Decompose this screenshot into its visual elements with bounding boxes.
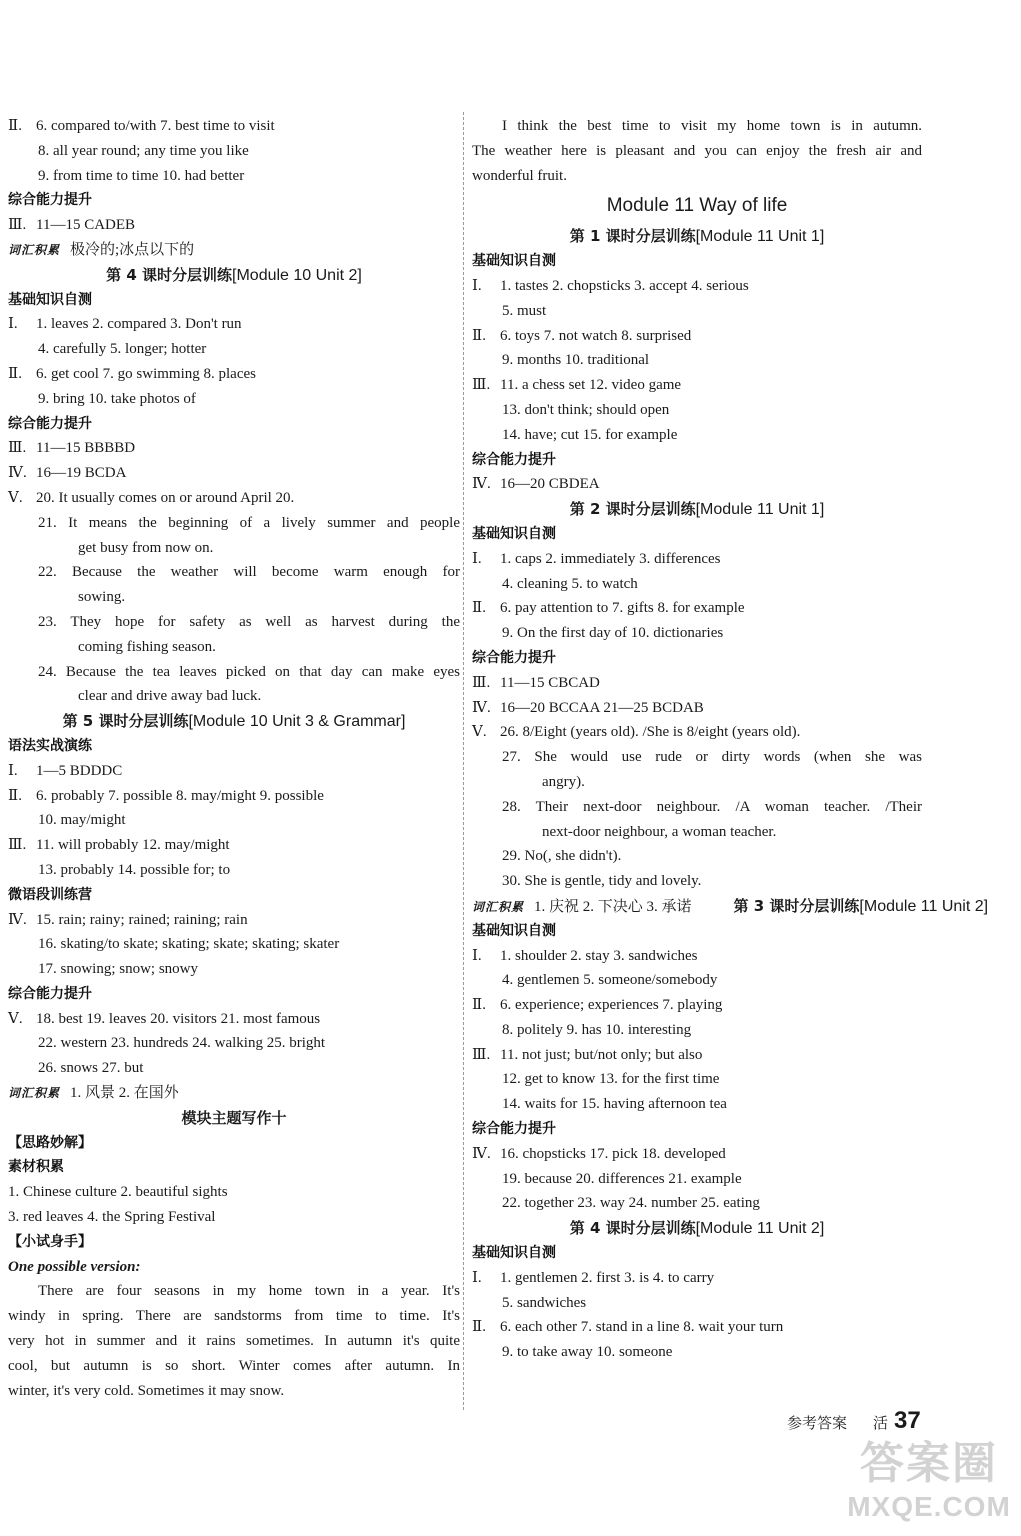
answer-row bbox=[8, 908, 460, 933]
answer-row bbox=[472, 1266, 922, 1291]
answer-row bbox=[472, 324, 922, 349]
answer-text: 26. 8/Eight (years old). /She is 8/eight (years old). bbox=[500, 724, 801, 741]
essay-heading: One possible version: bbox=[8, 1258, 141, 1275]
lesson-title-zh: 第 4 课时分层训练 bbox=[106, 265, 233, 284]
page-number: 37 bbox=[894, 1407, 921, 1434]
vocab-text: 1. 庆祝 2. 下决心 3. 承诺 bbox=[534, 898, 692, 915]
roman-numeral: Ⅱ. bbox=[8, 365, 22, 382]
answer-text: 6. probably 7. possible 8. may/might 9. possible bbox=[36, 787, 324, 804]
answer-row: 5. must bbox=[502, 302, 547, 319]
answer-text: 1. leaves 2. compared 3. Don't run bbox=[36, 316, 242, 333]
answer-row bbox=[472, 1043, 922, 1068]
answer-row bbox=[472, 696, 922, 721]
section-label: 基础知识自测 bbox=[472, 1245, 556, 1262]
answer-text: 1. caps 2. immediately 3. differences bbox=[500, 550, 721, 567]
essay-line: cool, but autumn is so short. Winter comes after autumn. In bbox=[8, 1357, 460, 1374]
lesson-title-unit: [Module 11 Unit 1] bbox=[695, 501, 825, 519]
roman-numeral: Ⅲ. bbox=[8, 440, 27, 457]
answer-row bbox=[472, 472, 922, 497]
page-footer bbox=[787, 1404, 921, 1438]
footer-label: 参考答案 bbox=[787, 1414, 848, 1432]
answer-row bbox=[472, 720, 922, 745]
answer-row bbox=[472, 596, 922, 621]
roman-numeral: Ⅲ. bbox=[472, 674, 491, 691]
answer-row: 13. probably 14. possible for; to bbox=[38, 861, 231, 878]
material-row: 1. Chinese culture 2. beautiful sights bbox=[8, 1184, 228, 1201]
lesson-title bbox=[8, 709, 460, 734]
answer-row bbox=[472, 274, 922, 299]
vocab-tag: 词汇积累 bbox=[8, 1086, 61, 1101]
answer-row bbox=[8, 114, 460, 139]
roman-numeral: Ⅲ. bbox=[472, 377, 491, 394]
vocab-text: 极冷的;冰点以下的 bbox=[70, 241, 195, 258]
answer-text: 6. pay attention to 7. gifts 8. for example bbox=[500, 600, 745, 617]
answer-text: 18. best 19. leaves 20. visitors 21. most famous bbox=[36, 1010, 321, 1027]
lesson-title bbox=[8, 263, 460, 288]
roman-numeral: Ⅳ. bbox=[472, 699, 491, 716]
roman-numeral: Ⅳ. bbox=[8, 911, 27, 928]
answer-row bbox=[8, 759, 460, 784]
answer-text: 11—15 CBCAD bbox=[500, 674, 600, 691]
answer-row: 22. western 23. hundreds 24. walking 25. bright bbox=[38, 1035, 326, 1052]
essay-line: wonderful fruit. bbox=[472, 167, 567, 184]
answer-row: 14. waits for 15. having afternoon tea bbox=[502, 1096, 727, 1113]
section-label: 【思路妙解】 bbox=[8, 1134, 92, 1151]
answer-text: 6. get cool 7. go swimming 8. places bbox=[36, 365, 256, 382]
answer-text: 11—15 BBBBD bbox=[36, 440, 136, 457]
answer-text: 20. It usually comes on or around April 20. bbox=[36, 489, 295, 506]
answer-row bbox=[472, 671, 922, 696]
answer-continuation: sowing. bbox=[78, 589, 126, 606]
answer-row bbox=[472, 547, 922, 572]
answer-text: 11. not just; but/not only; but also bbox=[500, 1046, 703, 1063]
lesson-title-zh: 第 4 课时分层训练 bbox=[569, 1219, 696, 1238]
lesson-title bbox=[472, 497, 922, 522]
section-label: 语法实战演练 bbox=[8, 737, 92, 754]
roman-numeral: Ⅱ. bbox=[472, 327, 486, 344]
vocab-note bbox=[8, 1081, 460, 1106]
answer-row bbox=[8, 362, 460, 387]
answer-row: 21. It means the beginning of a lively summer and people bbox=[38, 514, 460, 531]
roman-numeral: Ⅳ. bbox=[472, 1145, 491, 1162]
roman-numeral: Ⅴ. bbox=[8, 489, 23, 506]
material-row: 3. red leaves 4. the Spring Festival bbox=[8, 1209, 216, 1226]
answer-text: 1. shoulder 2. stay 3. sandwiches bbox=[500, 947, 698, 964]
answer-text: 16—20 BCCAA 21—25 BCDAB bbox=[500, 699, 704, 716]
answer-row: 10. may/might bbox=[38, 812, 126, 829]
section-label: 综合能力提升 bbox=[472, 649, 556, 666]
lesson-title-zh: 第 5 课时分层训练 bbox=[62, 712, 189, 731]
answer-row: 19. because 20. differences 21. example bbox=[502, 1170, 742, 1187]
answer-row bbox=[472, 1315, 922, 1340]
answer-row: 16. skating/to skate; skating; skate; skating; skater bbox=[38, 936, 340, 953]
answer-text: 6. experience; experiences 7. playing bbox=[500, 997, 723, 1014]
section-label: 基础知识自测 bbox=[472, 922, 556, 939]
section-label: 基础知识自测 bbox=[8, 291, 92, 308]
watermark-logo bbox=[840, 1438, 1018, 1534]
lesson-title-unit: [Module 10 Unit 2] bbox=[232, 266, 362, 284]
roman-numeral: Ⅳ. bbox=[472, 476, 491, 493]
answer-row: 27. She would use rude or dirty words (when she was bbox=[502, 749, 922, 766]
section-label: 综合能力提升 bbox=[8, 192, 92, 209]
roman-numeral: Ⅱ. bbox=[472, 1319, 486, 1336]
essay-line: I think the best time to visit my home town is in autumn. bbox=[502, 118, 922, 134]
essay-line: The weather here is pleasant and you can enjoy the fresh air and bbox=[472, 142, 922, 159]
answer-row: 14. have; cut 15. for example bbox=[502, 426, 678, 443]
section-label: 基础知识自测 bbox=[472, 525, 556, 542]
lesson-title-unit: [Module 10 Unit 3 & Grammar] bbox=[188, 713, 406, 731]
lesson-title bbox=[734, 897, 989, 915]
answer-row: 12. get to know 13. for the first time bbox=[502, 1071, 720, 1088]
answer-row bbox=[472, 373, 922, 398]
answer-row bbox=[472, 1142, 922, 1167]
roman-numeral: Ⅰ. bbox=[472, 277, 482, 294]
section-label: 综合能力提升 bbox=[472, 451, 556, 468]
answer-text: 16—19 BCDA bbox=[36, 465, 127, 482]
answer-row: 28. Their next-door neighbour. /A woman teacher. /Their bbox=[502, 798, 922, 815]
answer-row: 23. They hope for safety as well as harvest during the bbox=[38, 613, 460, 630]
lesson-title bbox=[8, 1106, 460, 1131]
answer-row: 13. don't think; should open bbox=[502, 401, 670, 418]
roman-numeral: Ⅱ. bbox=[472, 600, 486, 617]
answer-row: 4. carefully 5. longer; hotter bbox=[38, 341, 207, 358]
vocab-text: 1. 风景 2. 在国外 bbox=[70, 1085, 179, 1102]
roman-numeral: Ⅰ. bbox=[8, 316, 18, 333]
answer-row bbox=[8, 784, 460, 809]
answer-text: 6. toys 7. not watch 8. surprised bbox=[500, 327, 692, 344]
answer-text: 11. will probably 12. may/might bbox=[36, 837, 230, 854]
answer-row: 9. On the first day of 10. dictionaries bbox=[502, 625, 724, 642]
answer-text: 6. each other 7. stand in a line 8. wait your turn bbox=[500, 1319, 784, 1336]
section-label: 综合能力提升 bbox=[472, 1121, 556, 1138]
answer-row bbox=[8, 833, 460, 858]
right-column bbox=[472, 114, 989, 1365]
answer-row: 9. months 10. traditional bbox=[502, 352, 650, 369]
section-label: 【小试身手】 bbox=[8, 1233, 92, 1250]
section-label: 综合能力提升 bbox=[8, 415, 92, 432]
lesson-title-unit: [Module 11 Unit 1] bbox=[695, 228, 825, 246]
lesson-title-zh: 第 3 课时分层训练 bbox=[733, 896, 860, 915]
answer-text: 16. chopsticks 17. pick 18. developed bbox=[500, 1145, 726, 1162]
roman-numeral: Ⅱ. bbox=[8, 118, 22, 134]
answer-continuation: clear and drive away bad luck. bbox=[78, 688, 262, 705]
answer-continuation: coming fishing season. bbox=[78, 638, 216, 655]
roman-numeral: Ⅴ. bbox=[472, 724, 487, 741]
vocab-tag: 词汇积累 bbox=[8, 242, 61, 257]
roman-numeral: Ⅰ. bbox=[472, 550, 482, 567]
answer-text: 1. gentlemen 2. first 3. is 4. to carry bbox=[500, 1269, 715, 1286]
lesson-title-zh: 第 2 课时分层训练 bbox=[569, 500, 696, 519]
vocab-note bbox=[8, 238, 460, 263]
roman-numeral: Ⅱ. bbox=[8, 787, 22, 804]
answer-row: 4. cleaning 5. to watch bbox=[502, 575, 638, 592]
section-label: 微语段训练营 bbox=[8, 886, 92, 903]
answer-row bbox=[8, 461, 460, 486]
roman-numeral: Ⅳ. bbox=[8, 465, 27, 482]
answer-row bbox=[8, 213, 460, 238]
essay-line: very hot in summer and it rains sometimes. In autumn it's quite bbox=[8, 1333, 460, 1350]
answer-row: 8. politely 9. has 10. interesting bbox=[502, 1021, 692, 1038]
vocab-and-title-row bbox=[472, 894, 989, 919]
answer-row: 17. snowing; snow; snowy bbox=[38, 961, 199, 978]
watermark-text: 答案圈 bbox=[860, 1438, 998, 1489]
answer-row bbox=[472, 944, 922, 969]
column-divider bbox=[463, 112, 464, 1410]
answer-row: 4. gentlemen 5. someone/somebody bbox=[502, 972, 718, 989]
module-title: Module 11 Way of life bbox=[606, 195, 788, 217]
answer-text: 6. compared to/with 7. best time to visit bbox=[36, 118, 275, 134]
section-label: 素材积累 bbox=[8, 1159, 64, 1176]
lesson-title bbox=[472, 1216, 922, 1241]
answer-continuation: next-door neighbour, a woman teacher. bbox=[542, 823, 777, 840]
answer-row: 9. to take away 10. someone bbox=[502, 1344, 673, 1361]
lesson-title-zh: 第 1 课时分层训练 bbox=[569, 227, 696, 246]
section-label: 基础知识自测 bbox=[472, 253, 556, 270]
answer-row bbox=[8, 1007, 460, 1032]
answer-row: 29. No(, she didn't). bbox=[502, 848, 622, 865]
roman-numeral: Ⅰ. bbox=[8, 762, 18, 779]
roman-numeral: Ⅴ. bbox=[8, 1010, 23, 1027]
roman-numeral: Ⅲ. bbox=[8, 217, 27, 234]
answer-text: 11. a chess set 12. video game bbox=[500, 377, 682, 394]
answer-row: 8. all year round; any time you like bbox=[38, 142, 249, 159]
essay-line: windy in spring. There are sandstorms from time to time. It's bbox=[8, 1308, 460, 1325]
vocab-tag: 词汇积累 bbox=[472, 899, 525, 914]
essay-line: There are four seasons in my home town in a year. It's bbox=[38, 1283, 460, 1300]
answer-text: 11—15 CADEB bbox=[36, 217, 136, 234]
answer-text: 1. tastes 2. chopsticks 3. accept 4. serious bbox=[500, 277, 749, 294]
answer-row bbox=[8, 312, 460, 337]
lesson-title-unit: [Module 11 Unit 2] bbox=[859, 897, 989, 915]
answer-row: 24. Because the tea leaves picked on that day can make eyes bbox=[38, 663, 460, 680]
answer-row: 30. She is gentle, tidy and lovely. bbox=[502, 873, 702, 890]
roman-numeral: Ⅲ. bbox=[472, 1046, 491, 1063]
section-label: 综合能力提升 bbox=[8, 985, 92, 1002]
answer-text: 15. rain; rainy; rained; raining; rain bbox=[36, 911, 248, 928]
left-column bbox=[8, 114, 460, 1403]
lesson-title-unit: [Module 11 Unit 2] bbox=[695, 1220, 825, 1238]
watermark-url: MXQE.COM bbox=[847, 1491, 1011, 1522]
answer-text: 1—5 BDDDC bbox=[36, 762, 123, 779]
answer-row: 5. sandwiches bbox=[502, 1294, 587, 1311]
answer-row bbox=[472, 993, 922, 1018]
essay-line: winter, it's very cold. Sometimes it may snow. bbox=[8, 1382, 285, 1399]
answer-row bbox=[8, 486, 460, 511]
answer-row: 22. together 23. way 24. number 25. eating bbox=[502, 1195, 760, 1212]
answer-row: 22. Because the weather will become warm enough for bbox=[38, 564, 460, 581]
roman-numeral: Ⅲ. bbox=[8, 837, 27, 854]
footer-prefix: 活 bbox=[873, 1414, 889, 1432]
lesson-title-zh: 模块主题写作十 bbox=[181, 1108, 287, 1127]
roman-numeral: Ⅱ. bbox=[472, 997, 486, 1014]
roman-numeral: Ⅰ. bbox=[472, 947, 482, 964]
answer-row: 9. from time to time 10. had better bbox=[38, 167, 245, 184]
answer-text: 16—20 CBDEA bbox=[500, 476, 600, 493]
lesson-title bbox=[472, 224, 922, 249]
answer-row: 9. bring 10. take photos of bbox=[38, 390, 196, 407]
answer-continuation: angry). bbox=[542, 773, 585, 790]
answer-row: 26. snows 27. but bbox=[38, 1060, 144, 1077]
answer-continuation: get busy from now on. bbox=[78, 539, 214, 556]
answer-row bbox=[8, 436, 460, 461]
roman-numeral: Ⅰ. bbox=[472, 1269, 482, 1286]
